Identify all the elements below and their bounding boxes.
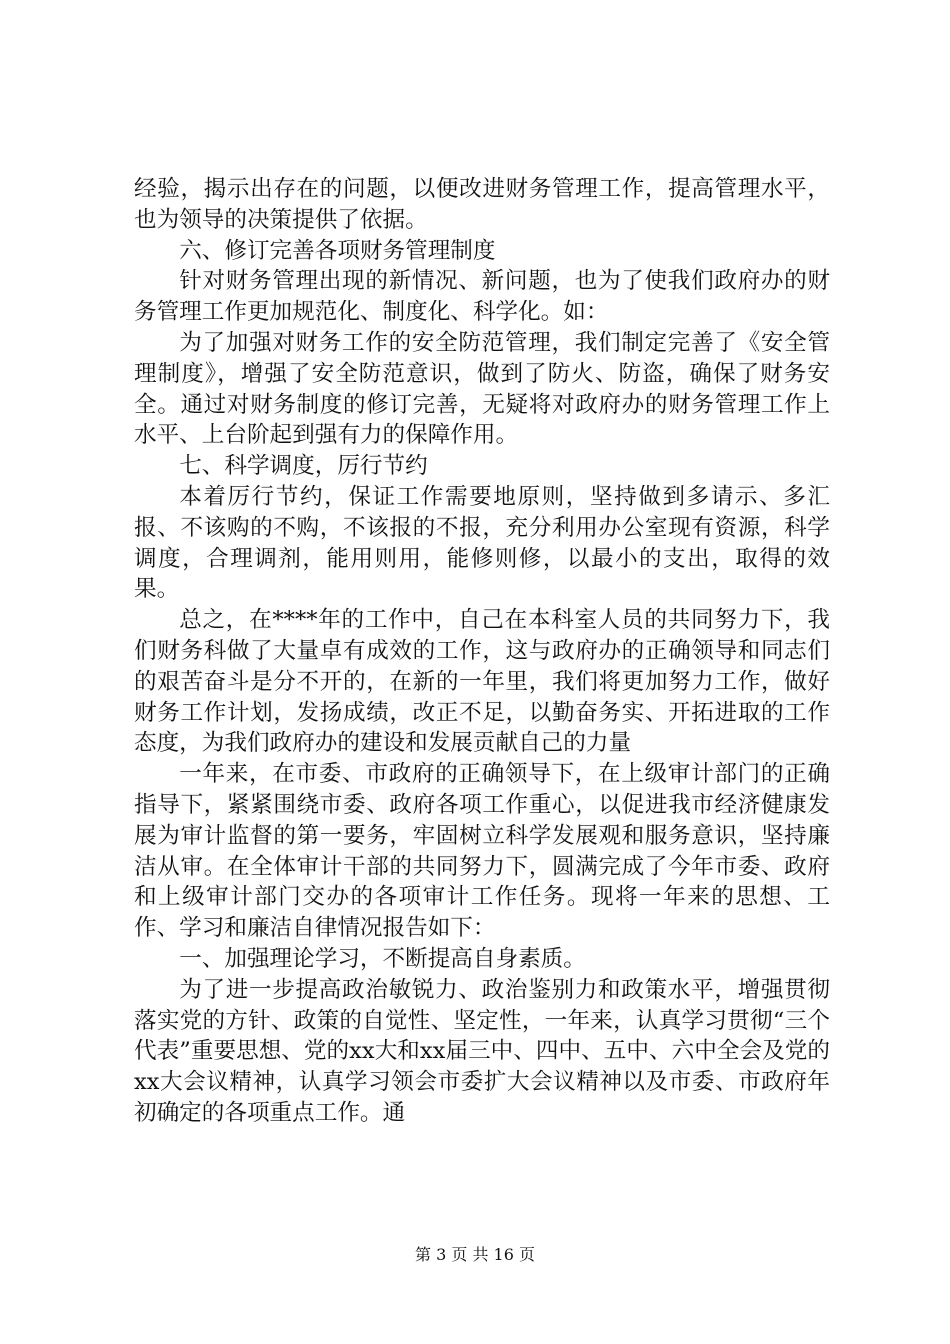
paragraph: 本着厉行节约，保证工作需要地原则，坚持做到多请示、多汇报、不该购的不购，不该报的不报，充分利用办公室现有资源，科学调度，合理调剂，能用则用，能修则修，以最小的支出，取得的效果。	[134, 483, 830, 603]
section-heading-seven: 七、科学调度，厉行节约	[179, 453, 428, 480]
page-footer: 第 3 页 共 16 页	[415, 1245, 535, 1264]
paragraph: 为了进一步提高政治敏锐力、政治鉴别力和政策水平，增强贯彻落实党的方针、政策的自觉性、坚定性，一年来，认真学习贯彻“三个代表”重要思想、党的xx大和xx届三中、四中、五中、六中全会及党的xx大会议精神，认真学习领会市委扩大会议精神以及市委、市政府年初确定的各项重点工作。通	[134, 976, 830, 1126]
paragraph: 总之，在****年的工作中，自己在本科室人员的共同努力下，我们财务科做了大量卓有成效的工作，这与政府办的正确领导和同志们的艰苦奋斗是分不开的，在新的一年里，我们将更加努力工作，做好财务工作计划，发扬成绩，改正不足，以勤奋务实、开拓进取的工作态度，为我们政府办的建设和发展贡献自己的力量	[134, 607, 830, 757]
document-body	[134, 174, 830, 1129]
paragraph-continuation: 经验，揭示出存在的问题，以便改进财务管理工作，提高管理水平，也为领导的决策提供了依据。	[134, 176, 830, 233]
paragraph: 为了加强对财务工作的安全防范管理，我们制定完善了《安全管理制度》，增强了安全防范意识，做到了防火、防盗，确保了财务安全。通过对财务制度的修订完善，无疑将对政府办的财务管理工作上水平、上台阶起到强有力的保障作用。	[134, 329, 830, 449]
paragraph: 针对财务管理出现的新情况、新问题，也为了使我们政府办的财务管理工作更加规范化、制度化、科学化。如：	[134, 268, 830, 326]
section-heading-six: 六、修订完善各项财务管理制度	[179, 237, 496, 264]
section-heading-one: 一、加强理论学习，不断提高自身素质。	[179, 945, 586, 972]
paragraph: 一年来，在市委、市政府的正确领导下，在上级审计部门的正确指导下，紧紧围绕市委、政府各项工作重心，以促进我市经济健康发展为审计监督的第一要务，牢固树立科学发展观和服务意识，坚持廉洁从审。在全体审计干部的共同努力下，圆满完成了今年市委、政府和上级审计部门交办的各项审计工作任务。现将一年来的思想、工作、学习和廉洁自律情况报告如下：	[134, 761, 830, 942]
